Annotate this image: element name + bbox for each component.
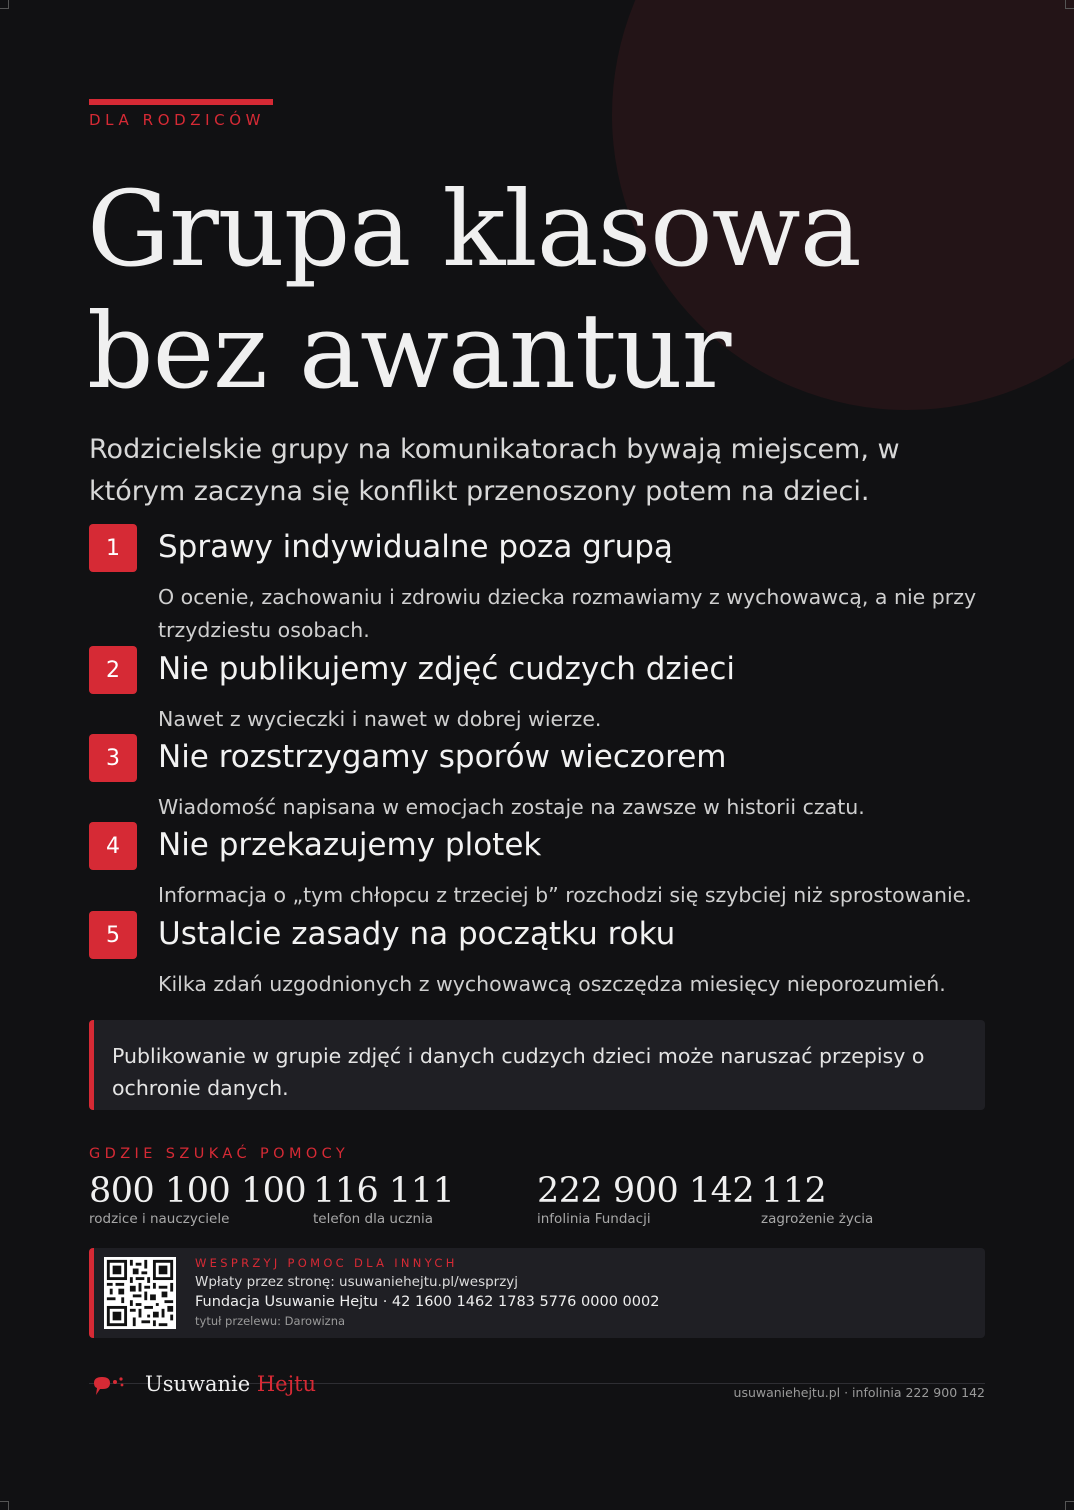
- crop-mark: [0, 1501, 9, 1510]
- rule-number-badge: 3: [89, 734, 137, 782]
- helpline-student: [313, 1171, 454, 1227]
- crop-mark: [0, 0, 9, 9]
- phone-number: 112: [761, 1171, 827, 1211]
- support-bank-account: Fundacja Usuwanie Hejtu · 42 1600 1462 1783 5776 0000 0002: [195, 1294, 660, 1310]
- helpline-emergency: [761, 1171, 873, 1227]
- rule-number-badge: 4: [89, 822, 137, 870]
- phone-number: 800 100 100: [89, 1171, 307, 1211]
- rule-description: Kilka zdań uzgodnionych z wychowawcą oszczędza miesięcy nieporozumień.: [158, 972, 946, 996]
- rule-title: Nie publikujemy zdjęć cudzych dzieci: [158, 651, 736, 687]
- rule-description: Nawet z wycieczki i nawet w dobrej wierze.: [158, 707, 602, 731]
- logo-wordmark: [145, 1372, 316, 1396]
- lead-paragraph: Rodzicielskie grupy na komunikatorach bywają miejscem, w którym zaczyna się konflikt przenoszony potem na dzieci.: [89, 434, 900, 507]
- rule-title: Sprawy indywidualne poza grupą: [158, 529, 673, 565]
- qr-code-graphic: [104, 1257, 176, 1329]
- phone-number: 116 111: [313, 1171, 455, 1211]
- phone-label: telefon dla ucznia: [313, 1211, 434, 1227]
- title-line-2: bez awantur: [87, 290, 731, 412]
- rule-title: Nie przekazujemy plotek: [158, 827, 542, 863]
- support-donation-link[interactable]: Wpłaty przez stronę: usuwaniehejtu.pl/wesprzyj: [195, 1274, 519, 1290]
- phone-number: 222 900 142: [537, 1171, 755, 1211]
- support-label: WESPRZYJ POMOC DLA INNYCH: [195, 1256, 458, 1270]
- callout-text: Publikowanie w grupie zdjęć i danych cudzych dzieci może naruszać przepisy o ochronie danych.: [112, 1044, 925, 1100]
- rule-description: Wiadomość napisana w emocjach zostaje na zawsze w historii czatu.: [158, 795, 865, 819]
- rule-number-badge: 5: [89, 911, 137, 959]
- helpline-foundation: [537, 1171, 754, 1227]
- rule-number-badge: 1: [89, 524, 137, 572]
- logo-word-2: Hejtu: [256, 1372, 317, 1396]
- phone-label: infolinia Fundacji: [537, 1211, 651, 1227]
- kicker-label: DLA RODZICÓW: [89, 111, 266, 129]
- support-transfer-title: tytuł przelewu: Darowizna: [195, 1314, 346, 1328]
- rule-number-badge: 2: [89, 646, 137, 694]
- speech-bubble-logo-icon: [91, 1374, 127, 1404]
- support-panel: [89, 1248, 985, 1338]
- rule-title: Nie rozstrzygamy sporów wieczorem: [158, 739, 727, 775]
- title-line-1: Grupa klasowa: [87, 168, 861, 290]
- phone-label: zagrożenie życia: [761, 1211, 874, 1227]
- crop-mark: [1065, 0, 1074, 9]
- rule-description: Informacja o „tym chłopcu z trzeciej b” rozchodzi się szybciej niż sprostowanie.: [158, 883, 972, 907]
- rule-title: Ustalcie zasady na początku roku: [158, 916, 676, 952]
- helpline-parents: [89, 1171, 306, 1227]
- legal-callout: [89, 1020, 985, 1110]
- help-section-label: GDZIE SZUKAĆ POMOCY: [89, 1146, 350, 1162]
- kicker-accent-bar: [89, 99, 273, 105]
- rule-description: O ocenie, zachowaniu i zdrowiu dziecka rozmawiamy z wychowawcą, a nie przy trzydziestu osobach.: [158, 585, 977, 642]
- logo-word-1: Usuwanie: [145, 1372, 251, 1396]
- crop-mark: [1065, 1501, 1074, 1510]
- phone-label: rodzice i nauczyciele: [89, 1211, 230, 1227]
- footer-contact: usuwaniehejtu.pl · infolinia 222 900 142: [733, 1385, 985, 1400]
- page-title: [87, 168, 861, 412]
- qr-code-icon[interactable]: [104, 1257, 176, 1329]
